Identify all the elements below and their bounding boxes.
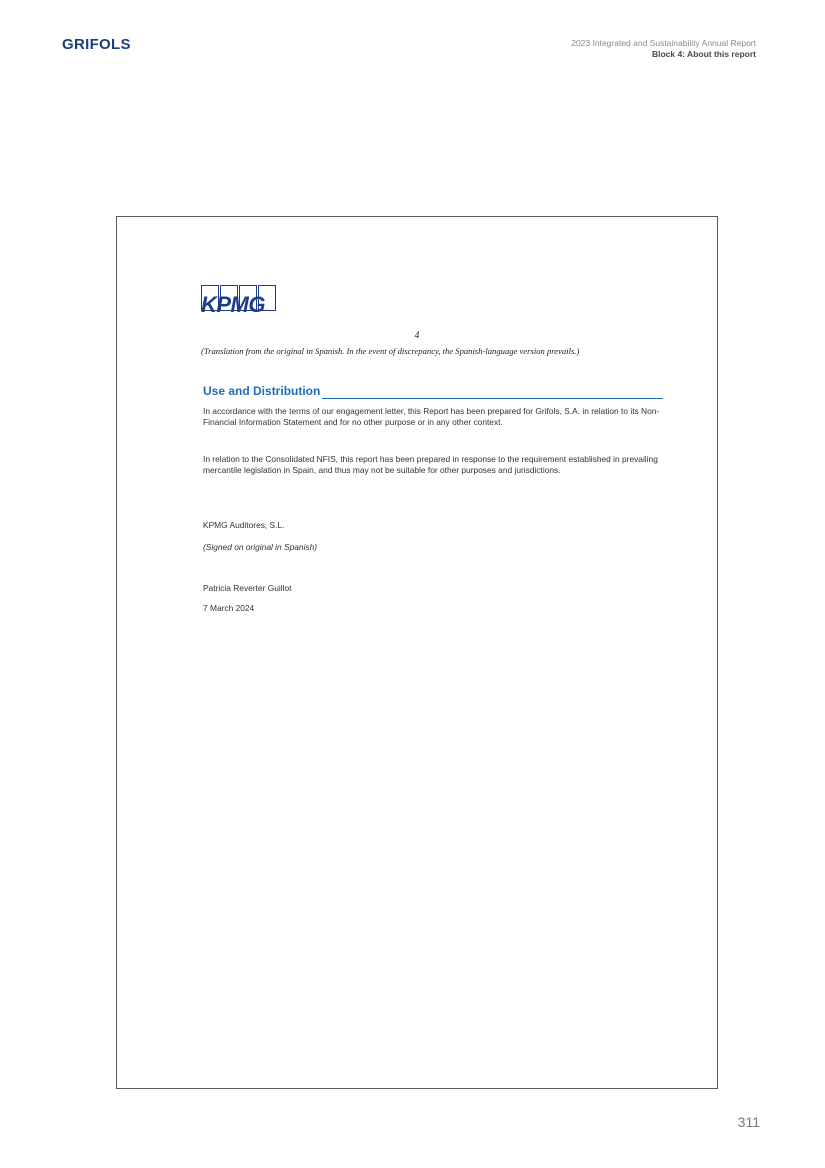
section-heading: [203, 383, 663, 399]
embedded-document-frame: [116, 216, 718, 1089]
report-header: [571, 38, 756, 60]
kpmg-logo-text: KPMG: [201, 292, 265, 317]
partner-name: Patricia Reverter Guillot: [203, 583, 292, 593]
signature-date: 7 March 2024: [203, 603, 255, 613]
auditor-name: KPMG Auditores, S.L.: [203, 520, 285, 530]
section-heading-text: Use and Distribution: [203, 384, 321, 398]
kpmg-logo: [201, 285, 283, 319]
page-number: 311: [737, 1114, 760, 1130]
paragraph-engagement: In accordance with the terms of our engagement letter, this Report has been prepared for Grifols, S.A. in relation to its Non-Financial Information Statement and for no other purpose or in any other context.: [203, 406, 660, 427]
report-title: 2023 Integrated and Sustainability Annual Report: [571, 38, 756, 48]
report-block-label: Block 4: About this report: [651, 49, 756, 59]
signed-note: (Signed on original in Spanish): [203, 542, 318, 552]
paragraph-nfis: In relation to the Consolidated NFIS, this report has been prepared in response to the requirement established in prevailing mercantile legislation in Spain, and thus may not be suitable for other purposes and jurisdictions.: [203, 454, 658, 475]
grifols-logo: GRIFOLS: [62, 36, 131, 53]
translation-note: (Translation from the original in Spanish. In the event of discrepancy, the Spanish-language version prevails.): [201, 346, 580, 356]
inner-page-number: 4: [414, 331, 420, 341]
